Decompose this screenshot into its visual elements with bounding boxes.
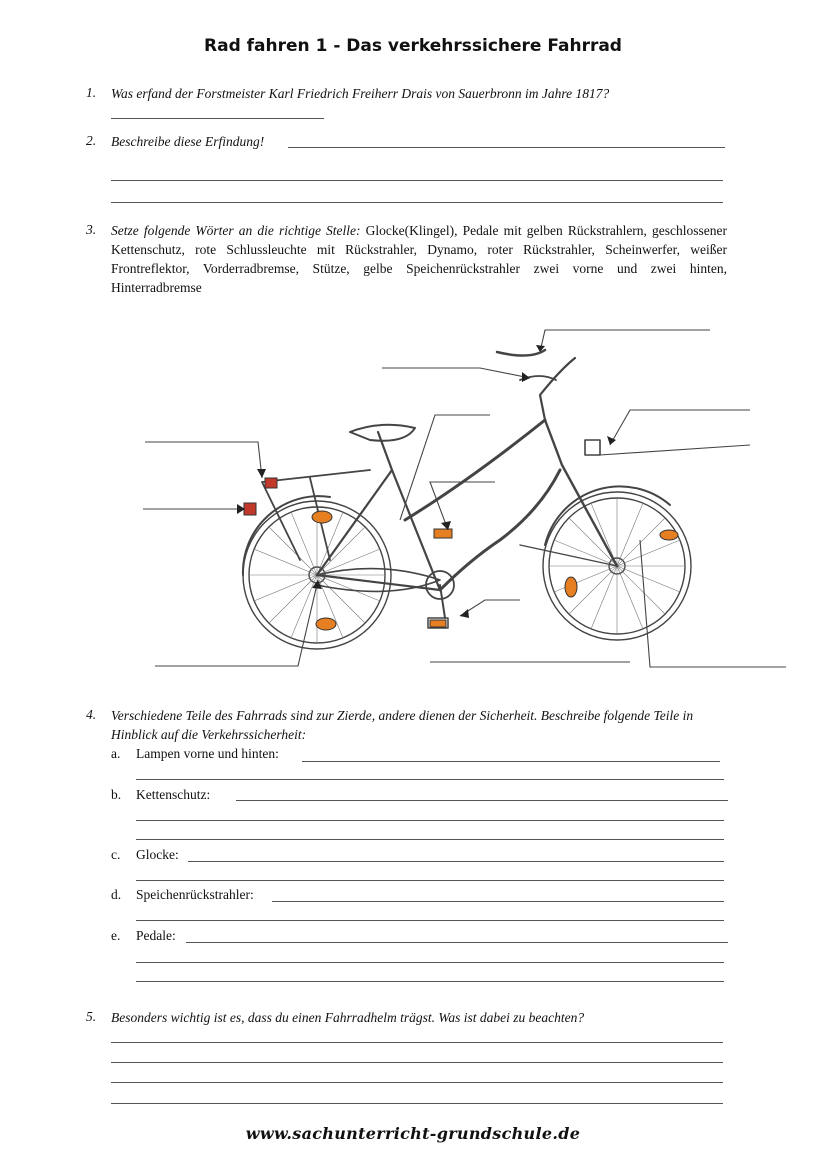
q4d-label: Speichenrückstrahler:: [136, 887, 254, 902]
q4e-label: Pedale:: [136, 928, 176, 943]
q4c-answer-line-1[interactable]: [188, 861, 724, 862]
q4d-answer-line-1[interactable]: [272, 901, 724, 902]
q5-text: Besonders wichtig ist es, dass du einen Fahrradhelm trägst. Was ist dabei zu beachten?: [111, 1010, 585, 1025]
q4c-letter: c.: [111, 847, 121, 862]
q4e-answer-line-2[interactable]: [136, 962, 724, 963]
q4a-letter: a.: [111, 746, 121, 761]
q4-text: Verschiedene Teile des Fahrrads sind zur Zierde, andere dienen der Sicherheit. Beschreibe folgende Teile in Hinblick auf die Verkehrssicherheit:: [111, 708, 694, 742]
q5-answer-line-1[interactable]: [111, 1042, 723, 1043]
q3-number: 3.: [86, 222, 97, 237]
q4e-answer-line-3[interactable]: [136, 981, 724, 982]
q2-text: Beschreibe diese Erfindung!: [111, 134, 265, 149]
q4c-label: Glocke:: [136, 847, 179, 862]
q4b-answer-line-3[interactable]: [136, 839, 724, 840]
q3-lead: Setze folgende Wörter an die richtige Stelle:: [111, 223, 361, 238]
q5-answer-line-2[interactable]: [111, 1062, 723, 1063]
q4d-answer-line-2[interactable]: [136, 920, 724, 921]
q4b-label: Kettenschutz:: [136, 787, 211, 802]
q4c-answer-line-2[interactable]: [136, 880, 724, 881]
q1-number: 1.: [86, 85, 97, 100]
q4a-answer-line-2[interactable]: [136, 779, 724, 780]
q5-answer-line-4[interactable]: [111, 1103, 723, 1104]
q4-number: 4.: [86, 707, 97, 722]
page-title: Rad fahren 1 - Das verkehrssichere Fahrrad: [204, 36, 622, 56]
q4d-letter: d.: [111, 887, 122, 902]
footer-website: www.sachunterricht-grundschule.de: [245, 1124, 581, 1143]
q4e-answer-line-1[interactable]: [186, 942, 728, 943]
q4a-answer-line-1[interactable]: [302, 761, 720, 762]
q4b-letter: b.: [111, 787, 122, 802]
q5-number: 5.: [86, 1009, 97, 1024]
q4a-label: Lampen vorne und hinten:: [136, 746, 279, 761]
q3-word-list: Glocke(Klingel), Pedale mit gelben Rückstrahlern, geschlossener Kettenschutz, rote Schlussleuchte mit Rückstrahler, Dynamo, roter Rückstrahler, Scheinwerfer, weißer Frontreflektor, Vorderradbremse, Stütze, gelbe Speichenrückstrahler zwei vorne und zwei hinten, Hinterradbremse: [111, 223, 727, 295]
q2-number: 2.: [86, 133, 97, 148]
q4e-letter: e.: [111, 928, 121, 943]
q1-text: Was erfand der Forstmeister Karl Friedrich Freiherr Drais von Sauerbronn im Jahre 1817?: [111, 86, 610, 101]
q5-answer-line-3[interactable]: [111, 1082, 723, 1083]
q4b-answer-line-2[interactable]: [136, 820, 724, 821]
q4b-answer-line-1[interactable]: [236, 800, 728, 801]
